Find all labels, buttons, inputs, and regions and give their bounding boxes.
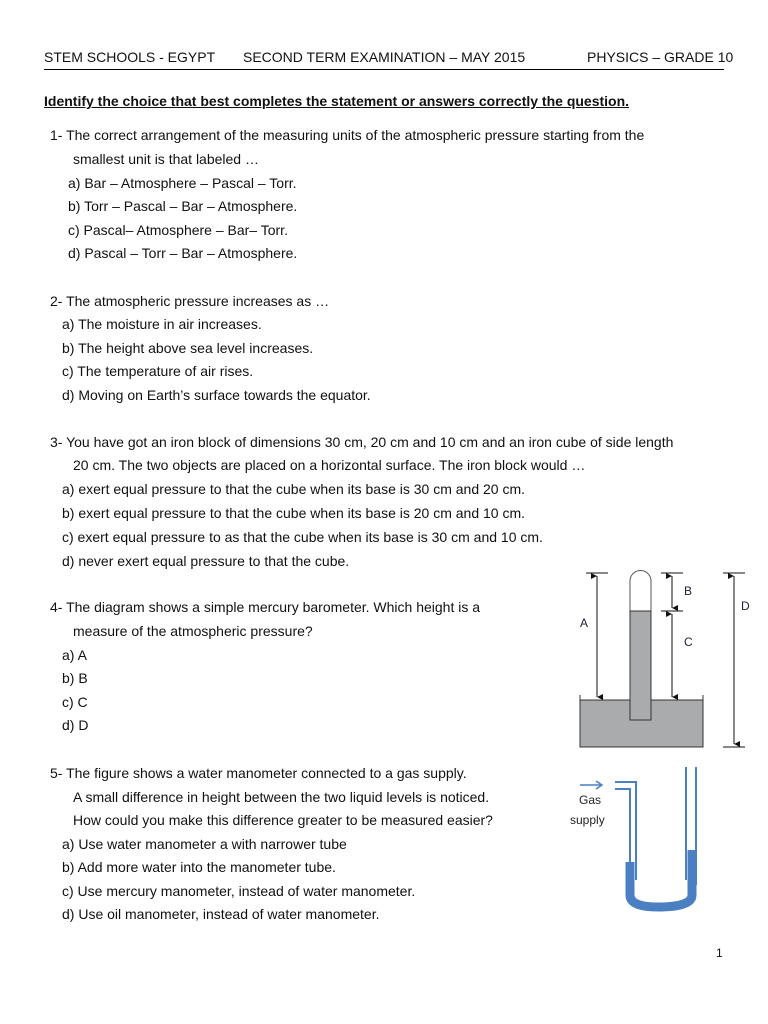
question-5-stem: A small difference in height between the two liquid levels is noticed.: [73, 789, 490, 805]
question-3-option: a) exert equal pressure to that the cube when its base is 30 cm and 20 cm.: [62, 481, 526, 497]
question-5-stem: 5- The figure shows a water manometer connected to a gas supply.: [50, 765, 467, 781]
question-2-option: d) Moving on Earth’s surface towards the equator.: [62, 387, 371, 403]
question-3-option: d) never exert equal pressure to that the cube.: [62, 553, 350, 569]
question-3-option: b) exert equal pressure to that the cube when its base is 20 cm and 10 cm.: [62, 505, 526, 521]
question-4-stem: 4- The diagram shows a simple mercury barometer. Which height is a: [50, 599, 481, 615]
question-1-option: d) Pascal – Torr – Bar – Atmosphere.: [68, 245, 298, 261]
gas-label: Gas: [579, 793, 602, 807]
subject-grade: PHYSICS – GRADE 10: [587, 49, 734, 65]
question-5-stem: How could you make this difference greater to be measured easier?: [73, 812, 493, 828]
question-2-stem: 2- The atmospheric pressure increases as …: [50, 293, 330, 309]
question-3-stem: 3- You have got an iron block of dimensions 30 cm, 20 cm and 10 cm and an iron cube of side length: [50, 434, 674, 450]
instructions: Identify the choice that best completes the statement or answers correctly the question.: [44, 93, 630, 109]
question-5-option: b) Add more water into the manometer tube.: [62, 859, 336, 875]
question-5-option: c) Use mercury manometer, instead of water manometer.: [62, 883, 416, 899]
school-name: STEM SCHOOLS - EGYPT: [44, 49, 216, 65]
question-1-option: b) Torr – Pascal – Bar – Atmosphere.: [68, 198, 298, 214]
question-1-option: a) Bar – Atmosphere – Pascal – Torr.: [68, 175, 297, 191]
label-c: C: [684, 635, 693, 649]
water-manometer-diagram: [570, 767, 696, 907]
question-4-option: a) A: [62, 647, 87, 663]
question-2-option: c) The temperature of air rises.: [62, 363, 254, 379]
question-5-option: d) Use oil manometer, instead of water manometer.: [62, 906, 380, 922]
question-1-option: c) Pascal– Atmosphere – Bar– Torr.: [68, 222, 288, 238]
question-3-option: c) exert equal pressure to as that the cube when its base is 30 cm and 10 cm.: [62, 529, 543, 545]
supply-label: supply: [570, 813, 605, 827]
label-a: A: [580, 616, 589, 630]
exam-title: SECOND TERM EXAMINATION – MAY 2015: [243, 49, 526, 65]
question-4-option: b) B: [62, 670, 88, 686]
question-4-option: d) D: [62, 717, 89, 733]
question-3-stem: 20 cm. The two objects are placed on a horizontal surface. The iron block would …: [73, 457, 586, 473]
page-number: 1: [716, 946, 723, 960]
question-4-option: c) C: [62, 694, 88, 710]
label-b: B: [684, 584, 693, 598]
question-2-option: b) The height above sea level increases.: [62, 340, 314, 356]
question-2-option: a) The moisture in air increases.: [62, 316, 262, 332]
label-d: D: [741, 599, 750, 613]
question-4-stem: measure of the atmospheric pressure?: [73, 623, 313, 639]
question-1-stem: smallest unit is that labeled …: [73, 151, 259, 167]
question-5-option: a) Use water manometer a with narrower tube: [62, 836, 347, 852]
question-1-stem: 1- The correct arrangement of the measuring units of the atmospheric pressure starting from the: [50, 127, 645, 143]
mercury-barometer-diagram: [580, 571, 750, 748]
